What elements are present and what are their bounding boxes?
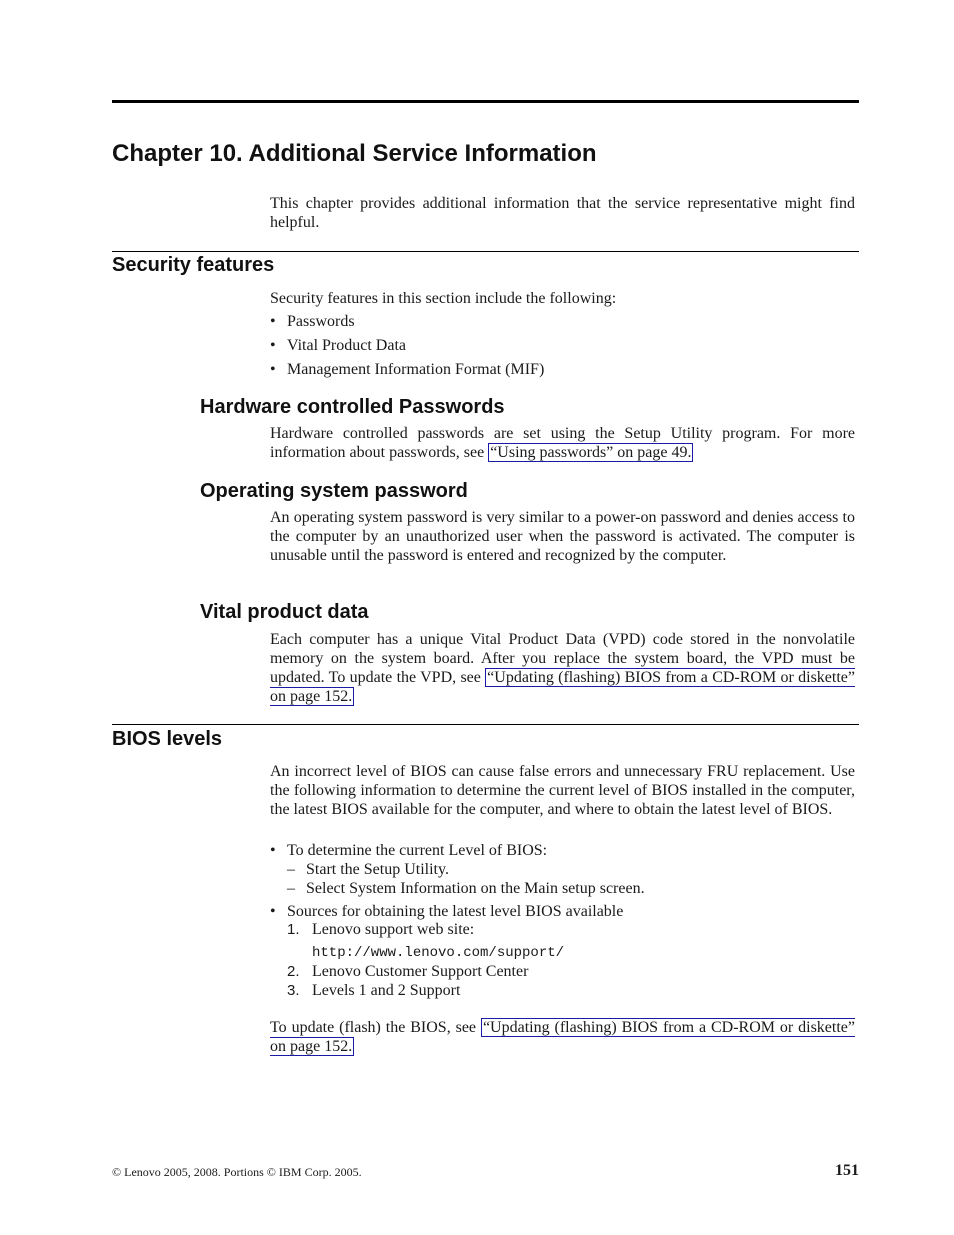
- vpd-heading: Vital product data: [200, 601, 369, 623]
- chapter-intro: This chapter provides additional information that the service representative might find helpful.: [270, 195, 855, 231]
- hw-passwords-heading: Hardware controlled Passwords: [200, 396, 505, 418]
- hw-passwords-body: Hardware controlled passwords are set using the Setup Utility program. For more information about passwords, see: [270, 425, 855, 461]
- section-rule-bios: [112, 724, 859, 725]
- using-passwords-link[interactable]: “Using passwords” on page 49.: [490, 444, 692, 461]
- security-heading: Security features: [112, 254, 275, 276]
- bios-heading: BIOS levels: [112, 728, 223, 750]
- list-item: • Vital Product Data: [270, 336, 544, 355]
- flash-bios-text: [270, 1018, 855, 1056]
- updating-bios-link[interactable]: “Updating (flashing) BIOS from a CD-ROM or diskette” on page 152.: [270, 669, 855, 705]
- page-number: 151: [835, 1162, 859, 1179]
- list-item: [287, 981, 528, 1000]
- flash-bios-link[interactable]: “Updating (flashing) BIOS from a CD-ROM or diskette” on page 152.: [270, 1019, 855, 1055]
- list-item: • To determine the current Level of BIOS:: [270, 841, 547, 860]
- os-password-heading: Operating system password: [200, 480, 468, 502]
- hw-passwords-text: [270, 424, 855, 462]
- list-number: 1.: [287, 921, 300, 938]
- list-item: [287, 920, 474, 939]
- list-number: 3.: [287, 982, 300, 999]
- list-item: – Select System Information on the Main setup screen.: [287, 879, 645, 898]
- list-item: [287, 962, 528, 981]
- list-label: Lenovo support web site:: [312, 921, 475, 938]
- bios-sources-list-cont: [287, 962, 528, 1000]
- os-password-text: An operating system password is very similar to a power-on password and denies access to the computer by an unauthorized user when the password is activated. The computer is unusable until the password is entered and recognized by the computer.: [270, 509, 855, 564]
- chapter-title: Chapter 10. Additional Service Information: [112, 140, 597, 167]
- list-item: – Start the Setup Utility.: [287, 860, 645, 879]
- bios-sources-list: [287, 920, 474, 939]
- bios-intro: An incorrect level of BIOS can cause false errors and unnecessary FRU replacement. Use the following information to determine the current level of BIOS installed in the computer, the latest BIOS available for the computer, and where to obtain the latest level of BIOS.: [270, 763, 855, 818]
- list-item: • Passwords: [270, 312, 544, 331]
- security-list: [270, 312, 544, 379]
- copyright: © Lenovo 2005, 2008. Portions © IBM Corp. 2005.: [112, 1165, 362, 1179]
- support-url: http://www.lenovo.com/support/: [312, 945, 565, 961]
- list-label: Lenovo Customer Support Center: [312, 963, 529, 980]
- bios-bullet-list-1: [270, 841, 547, 860]
- vpd-text: [270, 630, 855, 706]
- security-intro: Security features in this section include the following:: [270, 290, 617, 307]
- flash-bios-body: To update (flash) the BIOS, see: [270, 1019, 481, 1036]
- bios-steps-list: [287, 860, 645, 898]
- list-label: Levels 1 and 2 Support: [312, 982, 461, 999]
- vpd-body: Each computer has a unique Vital Product Data (VPD) code stored in the nonvolatile memory on the system board. After you replace the system board, the VPD must be updated. To update the VPD, see: [270, 631, 855, 686]
- list-number: 2.: [287, 963, 300, 980]
- list-item: • Management Information Format (MIF): [270, 360, 544, 379]
- section-rule-security: [112, 251, 859, 252]
- list-item: • Sources for obtaining the latest level BIOS available: [270, 902, 623, 921]
- bios-bullet-list-2: [270, 902, 623, 921]
- top-rule: [112, 100, 859, 103]
